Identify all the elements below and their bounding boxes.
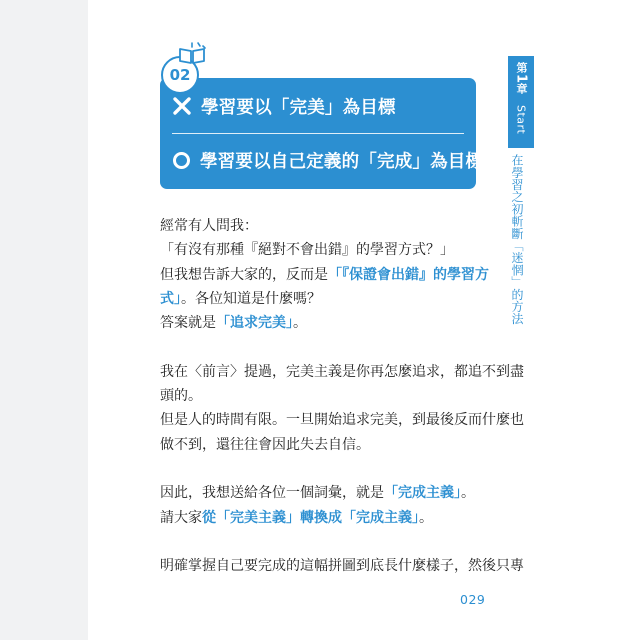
chapter-tab xyxy=(508,56,534,148)
chapter-suffix: 章 xyxy=(515,83,528,95)
chapter-number: 1 xyxy=(513,73,529,84)
highlight-text: 從「完美主義」轉換成「完成主義」 xyxy=(202,509,419,526)
text-line xyxy=(160,360,524,384)
section-number: 02 xyxy=(169,66,191,84)
text-line xyxy=(160,214,480,238)
text-span: 。 xyxy=(419,509,433,526)
text-span: 但是人的時間有限。一旦開始追求完美，到最後反而什麼也 xyxy=(160,412,524,429)
text-line xyxy=(160,287,480,311)
text-span: 請大家 xyxy=(160,509,202,526)
wrong-approach-row xyxy=(172,91,396,121)
text-span: 。各位知道是什麼嗎？ xyxy=(181,290,321,307)
paragraph-gap xyxy=(160,530,480,554)
text-span: 答案就是 xyxy=(160,315,216,332)
text-line xyxy=(160,481,480,505)
text-line xyxy=(160,408,524,432)
text-line xyxy=(160,433,480,457)
text-line xyxy=(160,554,524,578)
paragraph-gap xyxy=(160,335,480,359)
chapter-subtitle: 在學習之初斬斷「迷惘」的方法 xyxy=(510,154,524,325)
text-span: 但我想告訴大家的，反而是 xyxy=(160,266,328,283)
text-line xyxy=(160,506,480,530)
open-book-icon xyxy=(177,40,207,66)
text-line xyxy=(160,238,480,262)
section-label: Start xyxy=(514,104,528,134)
text-span: 。 xyxy=(293,315,307,332)
page-number: 029 xyxy=(460,592,486,607)
right-approach-text: 學習要以自己定義的「完成」為目標 xyxy=(200,151,484,172)
wrong-approach-text: 學習要以「完美」為目標 xyxy=(201,97,396,118)
text-line xyxy=(160,263,489,287)
text-span: 因此，我想送給各位一個詞彙，就是 xyxy=(160,485,384,502)
chapter-prefix: 第 xyxy=(515,62,528,74)
text-span: 經常有人問我： xyxy=(160,218,258,234)
text-line xyxy=(160,384,480,408)
text-span: 做不到，還往往會因此失去自信。 xyxy=(160,436,370,453)
text-span: 明確掌握自己要完成的這幅拼圖到底長什麼樣子，然後只專 xyxy=(160,558,524,575)
highlight-text: 「追求完美」 xyxy=(216,315,293,332)
text-span: 頭的。 xyxy=(160,388,202,405)
text-span: 「有沒有那種『絕對不會出錯』的學習方式？」 xyxy=(160,242,454,259)
text-line xyxy=(160,311,480,335)
comparison-header-box xyxy=(160,78,484,189)
right-approach-row xyxy=(172,145,483,175)
highlight-text: 「『保證會出錯』的學習方 xyxy=(328,266,489,283)
cross-icon xyxy=(172,96,192,116)
text-span: 。 xyxy=(461,485,475,502)
highlight-text: 式」 xyxy=(160,290,181,307)
highlight-text: 「完成主義」 xyxy=(384,485,461,502)
text-span: 我在〈前言〉提過，完美主義是你再怎麼追求，都追不到盡 xyxy=(160,363,524,380)
circle-icon xyxy=(173,152,190,169)
header-divider xyxy=(172,133,464,134)
paragraph-gap xyxy=(160,457,480,481)
